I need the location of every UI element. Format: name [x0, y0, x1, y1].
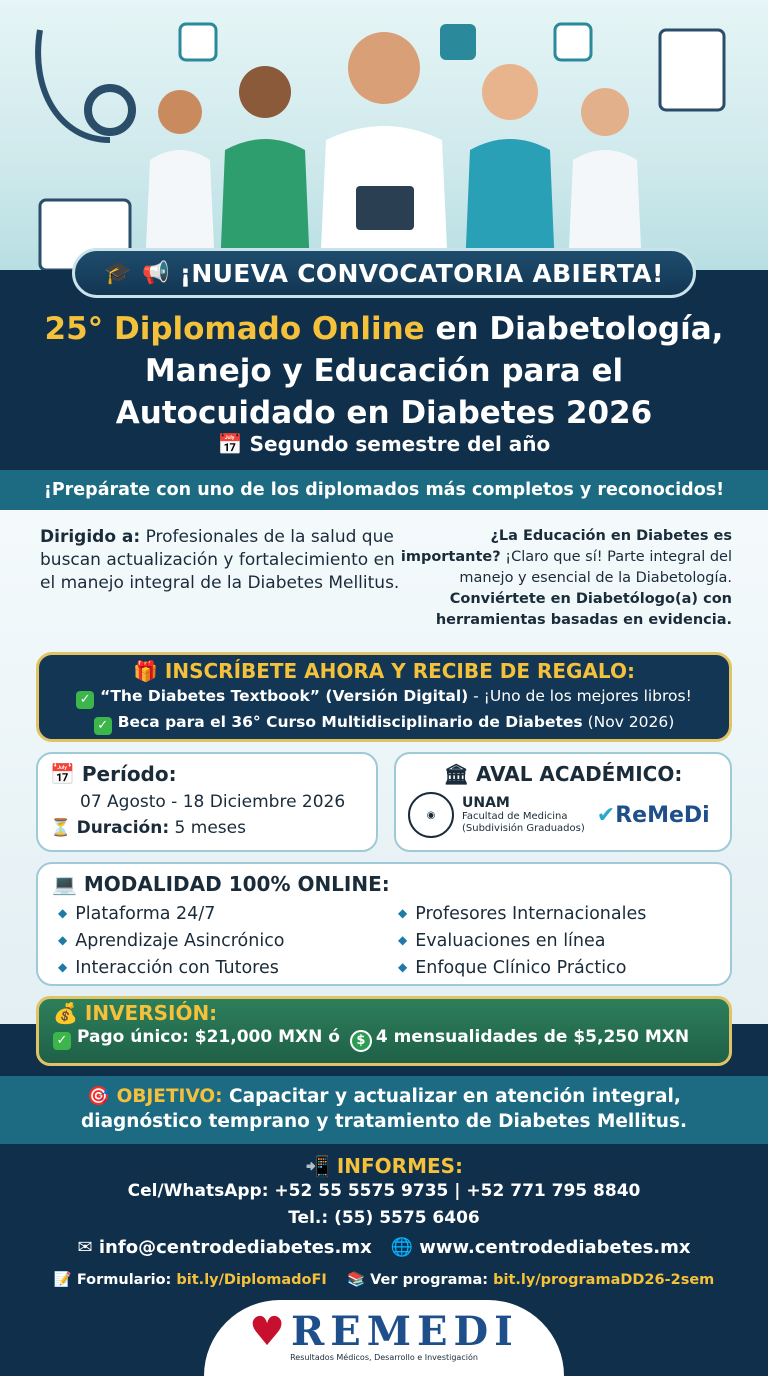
modality-list	[52, 900, 716, 981]
footer-logo-area	[204, 1300, 564, 1376]
quote-cta: Conviértete en Diabetólogo(a) con herramientas basadas en evidencia.	[435, 591, 732, 628]
objective-text-2: diagnóstico temprano y tratamiento de Diabetes Mellitus.	[80, 1111, 688, 1132]
clipboard-icon	[660, 30, 724, 110]
investment-box	[36, 996, 732, 1066]
target-icon: 🎯	[87, 1086, 111, 1107]
telephone[interactable]: Tel.: (55) 5575 6406	[288, 1208, 480, 1228]
list-item: ◆ Enfoque Clínico Práctico	[392, 954, 712, 981]
logo-text: REMEDI	[290, 1308, 519, 1355]
unam-name: UNAM	[462, 795, 510, 811]
hero-illustration	[0, 0, 768, 270]
modality-card	[36, 862, 732, 986]
doctor-5	[568, 88, 642, 270]
graduation-cap-icon: 🎓	[104, 260, 133, 286]
info-heading: INFORMES:	[336, 1154, 464, 1178]
gift-item-2: Beca para el 36° Curso Multidisciplinario de Diabetes	[117, 713, 583, 731]
quote-question: ¿La Educación en Diabetes es importante?	[400, 528, 732, 565]
calendar-icon: 📅	[217, 432, 243, 456]
doctor-1	[145, 90, 215, 270]
remedi-logo	[204, 1308, 564, 1355]
dollar-icon: $	[350, 1030, 372, 1052]
check-icon: ✓	[53, 1032, 71, 1050]
email-link[interactable]: info@centrodediabetes.mx	[98, 1237, 372, 1258]
phone-numbers[interactable]: Cel/WhatsApp: +52 55 5575 9735 | +52 771 795 8840	[127, 1181, 641, 1201]
website-link[interactable]: www.centrodediabetes.mx	[419, 1237, 691, 1258]
doctor-2	[220, 66, 310, 270]
program-link[interactable]: bit.ly/programaDD26-2sem	[493, 1272, 715, 1288]
gift-item-1-note: - ¡Uno de los mejores libros!	[468, 687, 692, 705]
doctors-illustration	[0, 0, 768, 270]
title-highlight: 25° Diplomado Online	[44, 311, 425, 347]
gift-icon: 🎁	[133, 659, 158, 683]
duration-value: 5 meses	[169, 818, 246, 838]
aval-heading: AVAL ACADÉMICO:	[476, 762, 683, 786]
check-icon: ✓	[94, 717, 112, 735]
gift-item-2-note: (Nov 2026)	[582, 713, 675, 731]
investment-heading: INVERSIÓN:	[84, 1001, 218, 1025]
unam-block	[462, 795, 585, 835]
heart-icon: ♥	[249, 1308, 291, 1355]
unam-subdivision: (Subdivisión Graduados)	[462, 823, 585, 834]
list-item: ◆ Plataforma 24/7	[52, 900, 392, 927]
gift-box	[36, 652, 732, 742]
list-item: ◆ Interacción con Tutores	[52, 954, 392, 981]
unam-faculty: Facultad de Medicina	[462, 811, 568, 822]
check-icon: ✓	[76, 691, 94, 709]
doctor-4	[465, 64, 555, 270]
period-dates: 07 Agosto - 18 Diciembre 2026	[80, 792, 346, 812]
doctor-3	[320, 32, 448, 270]
academic-endorsement-card	[394, 752, 732, 852]
subtitle-text: Segundo semestre del año	[249, 432, 551, 456]
remedi-logo	[597, 803, 710, 828]
new-call-banner	[72, 248, 696, 298]
gift-item-1: “The Diabetes Textbook” (Versión Digital)	[100, 687, 469, 705]
books-icon: 📚	[346, 1272, 366, 1288]
tagline-strip: ¡Prepárate con uno de los diplomados más completos y reconocidos!	[0, 470, 768, 510]
title-line1: en Diabetología,	[424, 311, 724, 347]
education-quote	[398, 526, 732, 631]
objective-strip	[0, 1076, 768, 1144]
form-label: Formulario:	[76, 1272, 172, 1288]
heart-icon	[440, 24, 476, 60]
monthly-payment: 4 mensualidades de $5,250 MXN	[375, 1027, 690, 1047]
list-item: ◆ Evaluaciones en línea	[392, 927, 712, 954]
modality-heading: MODALIDAD 100% ONLINE:	[83, 872, 390, 896]
form-link[interactable]: bit.ly/DiplomadoFI	[176, 1272, 327, 1288]
megaphone-icon: 📢	[142, 260, 170, 286]
title-line2: Manejo y Educación para el	[144, 353, 624, 389]
institution-icon: 🏛	[443, 762, 470, 786]
flask-icon	[180, 24, 216, 60]
stethoscope-icon	[88, 88, 132, 132]
objective-text-1: Capacitar y actualizar en atención integral,	[222, 1086, 681, 1107]
list-item: ◆ Profesores Internacionales	[392, 900, 712, 927]
envelope-icon: ✉	[77, 1237, 93, 1258]
laptop-icon: 💻	[52, 872, 77, 896]
main-title	[10, 308, 758, 434]
directed-label: Dirigido a:	[40, 527, 141, 547]
document-icon	[555, 24, 591, 60]
quote-answer: ¡Claro que sí! Parte integral del manejo y esencial de la Diabetología.	[459, 549, 732, 586]
title-line3: Autocuidado en Diabetes 2026	[115, 395, 653, 431]
directed-to	[40, 526, 400, 595]
unam-seal-icon: ◉	[408, 792, 454, 838]
remedi-name: ReMeDi	[615, 802, 710, 828]
program-label: Ver programa:	[370, 1272, 489, 1288]
phone-icon: 📲	[304, 1154, 330, 1178]
globe-icon: 🌐	[390, 1237, 413, 1258]
objective-label: OBJETIVO:	[116, 1086, 223, 1107]
calendar-icon: 📅	[50, 762, 75, 786]
or-text: ó	[322, 1027, 346, 1047]
money-bag-icon: 💰	[53, 1001, 78, 1025]
check-circle-icon: ✔	[596, 802, 616, 828]
logo-tagline: Resultados Médicos, Desarrollo e Investigación	[290, 1353, 478, 1362]
semester-subtitle	[0, 432, 768, 456]
banner-text: ¡NUEVA CONVOCATORIA ABIERTA!	[179, 258, 664, 288]
duration-label: Duración:	[76, 818, 170, 838]
hourglass-icon: ⏳	[50, 818, 72, 838]
period-card	[36, 752, 378, 852]
list-item: ◆ Aprendizaje Asincrónico	[52, 927, 392, 954]
period-label: Período:	[81, 762, 177, 786]
directed-text: Profesionales de la salud que buscan actualización y fortalecimiento en el manejo integral de la Diabetes Mellitus.	[40, 527, 400, 593]
form-icon: 📝	[53, 1272, 72, 1288]
gift-heading: INSCRÍBETE AHORA Y RECIBE DE REGALO:	[164, 659, 635, 683]
single-payment: Pago único: $21,000 MXN	[77, 1027, 323, 1047]
